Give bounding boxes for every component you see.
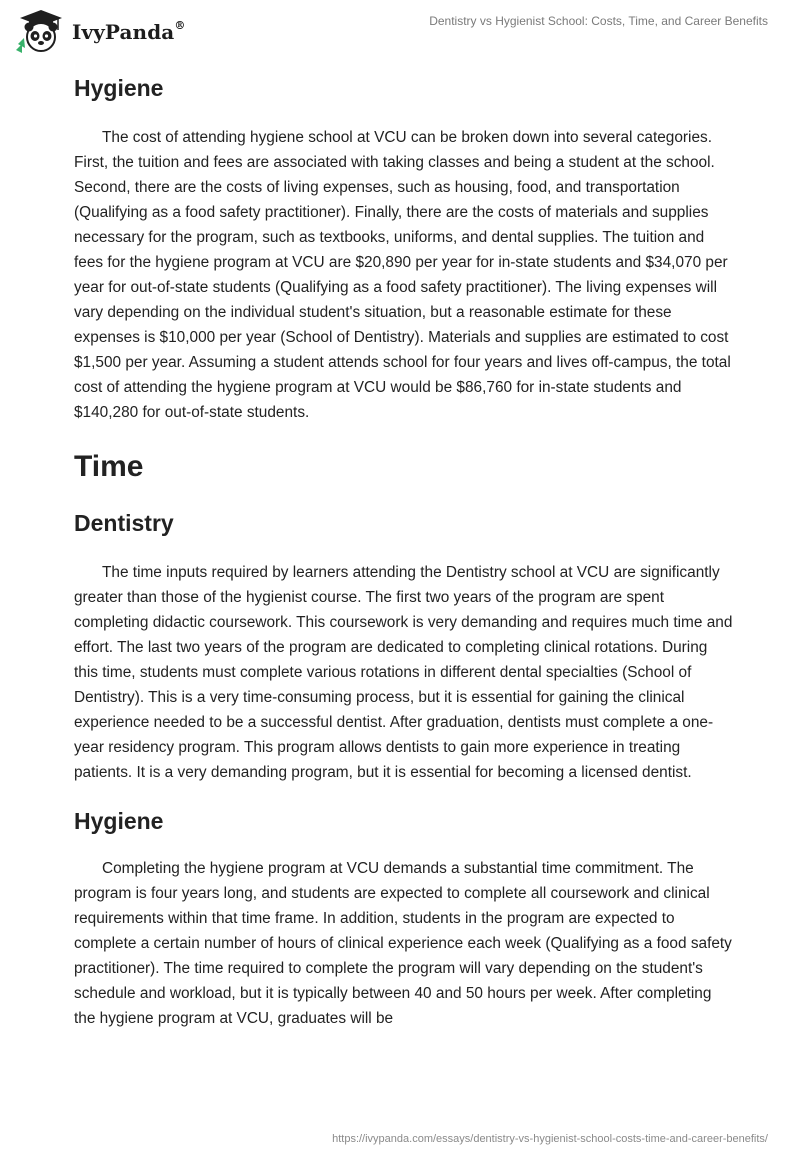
hygiene-cost-paragraph: The cost of attending hygiene school at VCU can be broken down into several categories. First, the tuition and fees are associated with taking classes and being a student at the school. Second, there are the costs of living expenses, such as housing, food, and transportation (Qualifying as a food safety practitioner). Finally, there are the costs of materials and supplies necessary for the program, such as textbooks, uniforms, and dental supplies. The tuition and fees for the hygiene program at VCU are $20,890 per year for in-state students and $34,070 per year for out-of-state students (Qualifying as a food safety practitioner). The living expenses will vary depending on the individual student's situation, but a reasonable estimate for these expenses is $10,000 per year (School of Dentistry). Materials and supplies are estimated to cost $1,500 per year. Assuming a student attends school for four years and lives off-campus, the total cost of attending the hygiene program at VCU would be $86,760 for in-state students and $140,280 for out-of-state students. xyxy=(74,129,731,421)
essay-content xyxy=(74,72,734,1031)
ivypanda-logo[interactable] xyxy=(14,8,185,54)
dentistry-time-heading: Dentistry xyxy=(74,510,174,536)
hygiene-time-paragraph: Completing the hygiene program at VCU demands a substantial time commitment. The program is four years long, and students are expected to complete all coursework and clinical requirements within that time frame. In addition, students in the program are expected to complete a certain number of hours of clinical experience each week (Qualifying as a food safety practitioner). The time required to complete the program will vary depending on the student's schedule and workload, but it is typically between 40 and 50 hours per week. After completing the hygiene program at VCU, graduates will be xyxy=(74,860,732,1027)
page-header xyxy=(0,0,800,64)
hygiene-time-heading: Hygiene xyxy=(74,808,164,834)
time-heading: Time xyxy=(74,450,144,483)
panda-graduate-icon xyxy=(14,8,68,54)
source-url-link[interactable]: https://ivypanda.com/essays/dentistry-vs-hygienist-school-costs-time-and-career-benefits/ xyxy=(332,1133,768,1145)
document-title: Dentistry vs Hygienist School: Costs, Time, and Career Benefits xyxy=(429,14,768,28)
hygiene-cost-heading: Hygiene xyxy=(74,75,164,101)
dentistry-time-paragraph: The time inputs required by learners attending the Dentistry school at VCU are significantly greater than those of the hygienist course. The first two years of the program are spent completing didactic coursework. This coursework is very demanding and requires much time and effort. The last two years of the program are dedicated to completing clinical rotations. During this time, students must complete various rotations in different dental specialties (School of Dentistry). This is a very time-consuming process, but it is essential for gaining the clinical experience needed to be a successful dentist. After graduation, dentists must complete a one-year residency program. This program allows dentists to gain more experience in treating patients. It is a very demanding program, but it is essential for becoming a licensed dentist. xyxy=(74,564,733,781)
brand-name: IvyPanda® xyxy=(72,19,186,44)
